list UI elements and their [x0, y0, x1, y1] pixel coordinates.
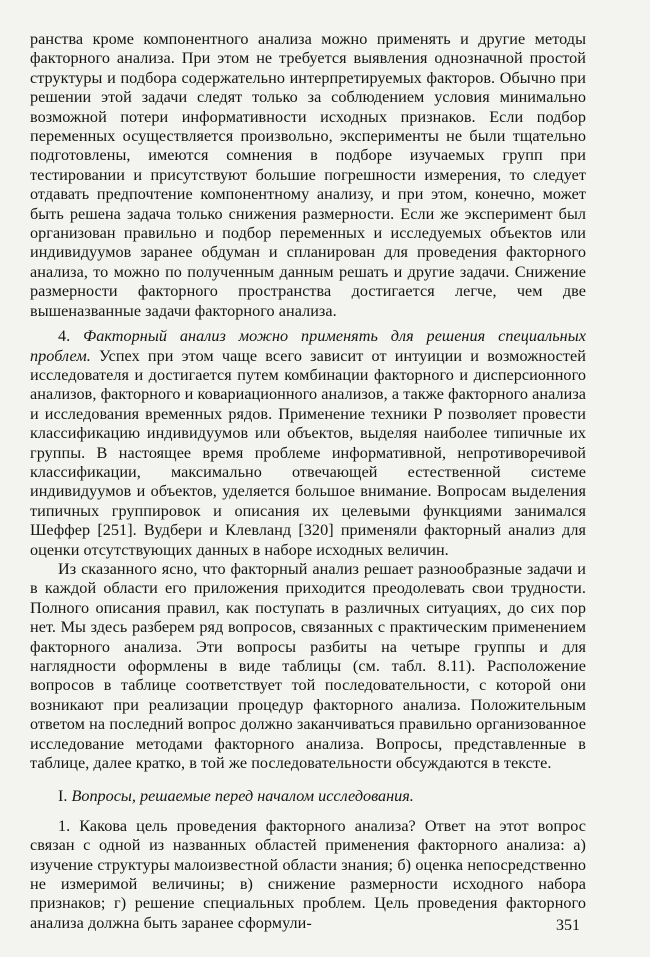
paragraph-summary: Из сказанного ясно, что факторный анализ решает разнообразные задачи и в каждой области его приложения приходится преодолевать свои трудности. Полного описания правил, как поступать в различных ситуациях, до сих пор нет. Мы здесь разберем ряд вопросов, связанных с практическим применением факторного анализа. Эти вопросы разбиты на четыре группы и для наглядности оформлены в виде таблицы (см. табл. 8.11). Расположение вопросов в таблице соответствует той последовательности, с которой они возникают при реализации процедур факторного анализа. Положительным ответом на последний вопрос должно заканчиваться правильно организованное исследование методами факторного анализа. Вопросы, представленные в таблице, далее кратко, в той же последовательности обсуждаются в тексте. [30, 559, 586, 773]
section-heading [30, 787, 586, 806]
item-number: 4. [58, 327, 71, 346]
section-number: I. [58, 787, 68, 806]
paragraph-methods: ранства кроме компонентного анализа можно применять и другие методы факторного анализа. При этом не требуется выявления однозначной простой структуры и подбора содержательно интерпретируемых факторов. Обычно при решении этой задачи следят только за соблюдением условия минимально возможной потери информативности исходных признаков. Если подбор переменных осуществляется произвольно, эксперименты не были тщательно подготовлены, имеются сомнения в подборе изучаемых групп при тестировании и присутствуют большие погрешности измерения, то следует отдавать предпочтение компонентному анализу, и при этом, конечно, может быть решена задача только снижения размерности. Если же эксперимент был организован правильно и подбор переменных и исследуемых объектов или индивидуумов заранее обдуман и спланирован для проведения факторного анализа, то можно по полученным данным решать и другие задачи. Снижение размерности факторного пространства достигается легче, чем две вышеназванные задачи факторного анализа. [30, 30, 586, 320]
section-title: Вопросы, решаемые перед началом исследования. [71, 787, 414, 806]
item-title: Факторный анализ можно применять для решения специальных проблем. [30, 327, 586, 365]
paragraph-question-1: 1. Какова цель проведения факторного анализа? Ответ на этот вопрос связан с одной из названных областей применения факторного анализа: а) изучение структуры малоизвестной области знания; б) оценка непосредственно не измеримой величины; в) снижение размерности исходного набора признаков; г) решение специальных проблем. Цель проведения факторного анализа должна быть заранее сформули- [30, 816, 586, 932]
page-number: 351 [556, 917, 580, 934]
item-body: Успех при этом чаще всего зависит от интуиции и возможностей исследователя и достигается путем комбинации факторного и дисперсионного анализов, факторного и ковариационного анализов, а также факторного анализа и исследования временных рядов. Применение техники P позволяет провести классификацию индивидуумов или объектов, выделяя наиболее типичные их группы. В настоящее время проблеме информативной, непротиворечивой классификации, максимально отвечающей естественной системе индивидуумов и объектов, уделяется большое внимание. Вопросам выделения типичных группировок и описания их целевыми функциями занимался Шеффер [251]. Вудбери и Клевланд [320] применяли факторный анализ для оценки отсутствующих данных в наборе исходных величин. [30, 346, 586, 559]
paragraph-special-problems [30, 327, 586, 560]
